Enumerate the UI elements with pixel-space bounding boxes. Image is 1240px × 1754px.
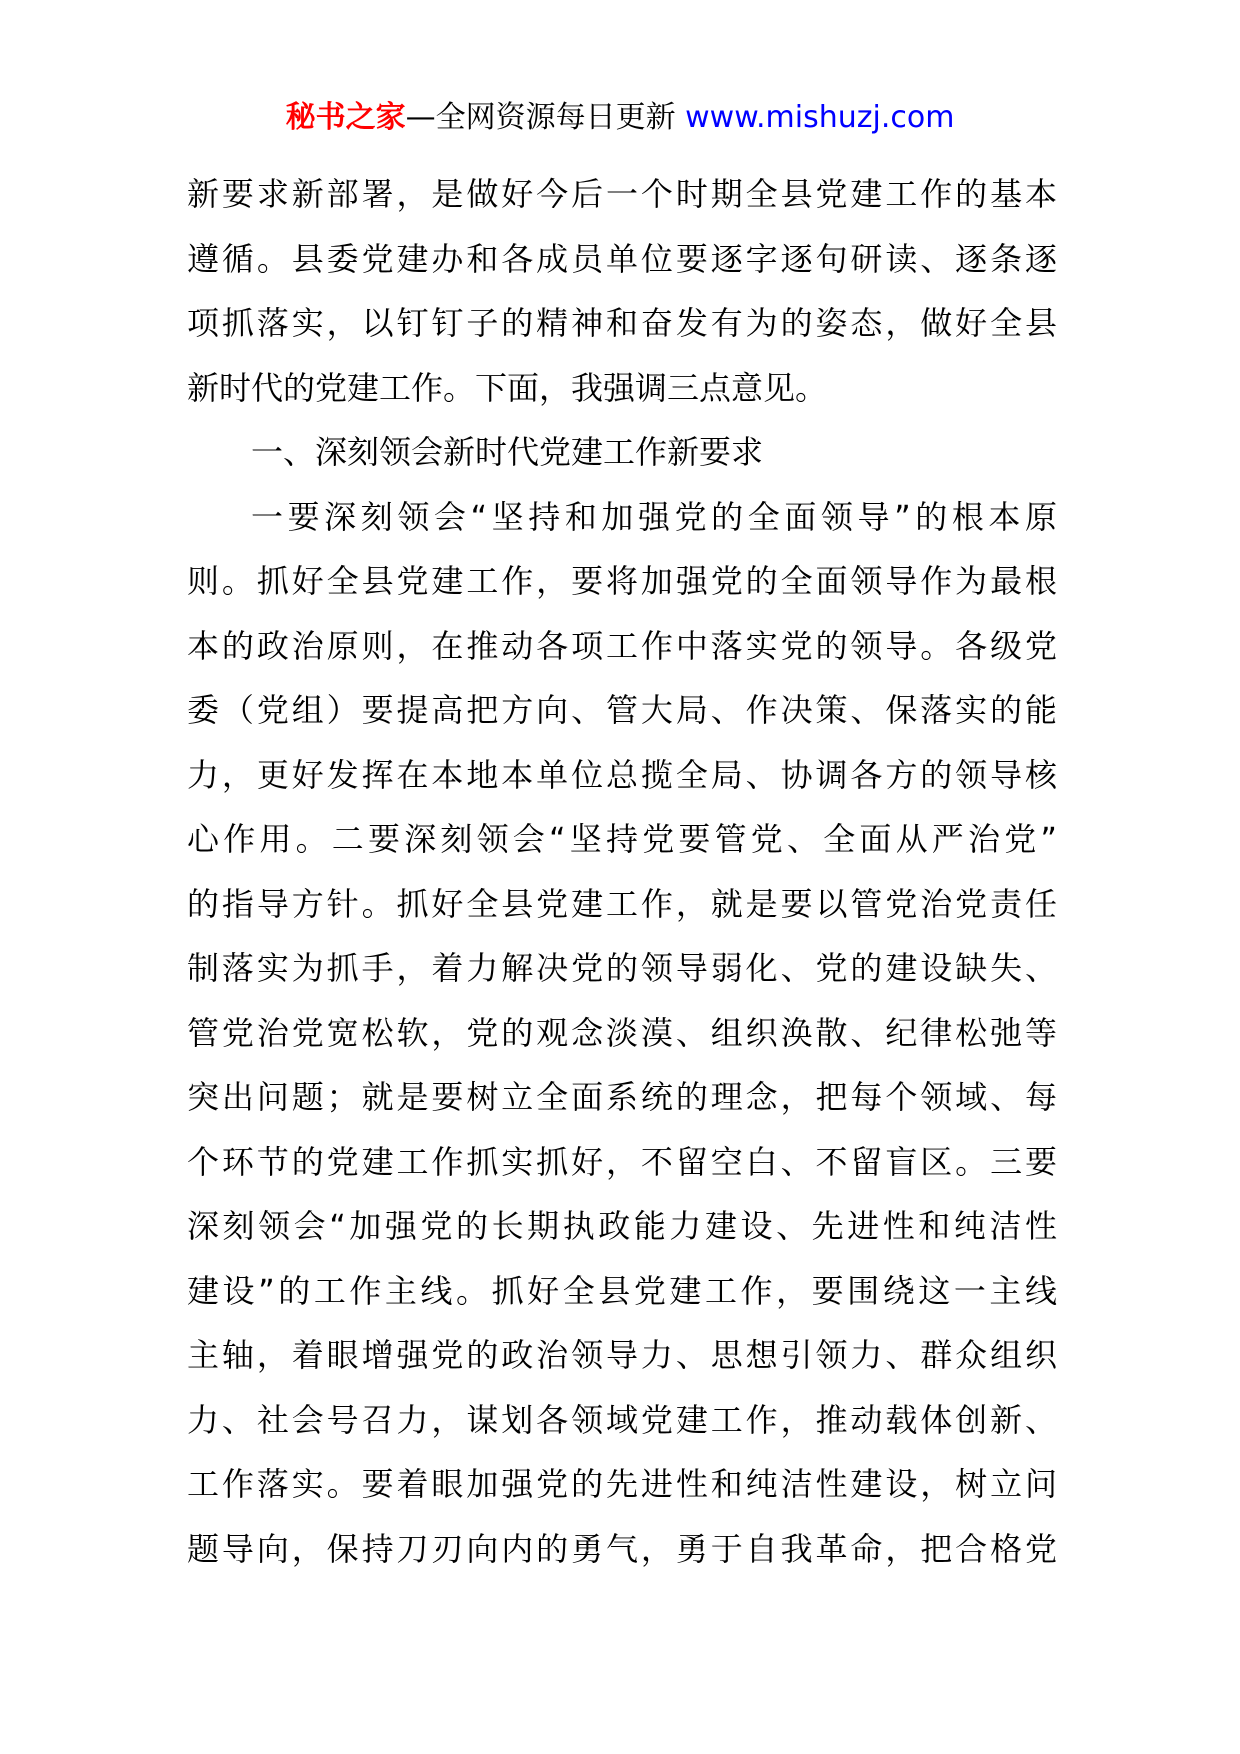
text-line: 力，更好发挥在本地本单位总揽全局、协调各方的领导核 <box>187 755 1057 794</box>
text-line: 管党治党宽松软，党的观念淡漠、组织涣散、纪律松弛等 <box>187 1013 1057 1052</box>
text-line: 委（党组）要提高把方向、管大局、作决策、保落实的能 <box>187 691 1057 729</box>
text-line: 主轴，着眼增强党的政治领导力、思想引领力、群众组织 <box>187 1336 1057 1374</box>
text-line: 的指导方针。抓好全县党建工作，就是要以管党治党责任 <box>187 884 1057 923</box>
text-line: 制落实为抓手，着力解决党的领导弱化、党的建设缺失、 <box>187 949 1057 987</box>
text-line: 本的政治原则，在推动各项工作中落实党的领导。各级党 <box>187 626 1057 665</box>
text-line: 遵循。县委党建办和各成员单位要逐字逐句研读、逐条逐 <box>187 239 1057 278</box>
document-body <box>187 162 1057 1581</box>
site-tagline: —全网资源每日更新 <box>405 100 676 135</box>
text-line: 个环节的党建工作抓实抓好，不留空白、不留盲区。三要 <box>187 1142 1057 1181</box>
text-line: 项抓落实，以钉钉子的精神和奋发有为的姿态，做好全县 <box>187 304 1057 342</box>
text-line: 心作用。二要深刻领会“坚持党要管党、全面从严治党” <box>187 820 1057 858</box>
text-line: 深刻领会“加强党的长期执政能力建设、先进性和纯洁性 <box>187 1207 1057 1245</box>
text-line: 力、社会号召力，谋划各领域党建工作，推动载体创新、 <box>187 1400 1057 1439</box>
text-line: 工作落实。要着眼加强党的先进性和纯洁性建设，树立问 <box>187 1465 1057 1503</box>
text-line: 新时代的党建工作。下面，我强调三点意见。 <box>187 368 828 407</box>
section-heading: 一、深刻领会新时代党建工作新要求 <box>251 433 764 471</box>
text-line: 则。抓好全县党建工作，要将加强党的全面领导作为最根 <box>187 562 1057 600</box>
site-url-link[interactable]: www.mishuzj.com <box>685 100 955 135</box>
site-header <box>0 98 1240 138</box>
text-line: 建设”的工作主线。抓好全县党建工作，要围绕这一主线 <box>187 1271 1057 1310</box>
text-line: 一要深刻领会“坚持和加强党的全面领导”的根本原 <box>251 497 1057 536</box>
text-line: 突出问题；就是要树立全面系统的理念，把每个领域、每 <box>187 1078 1057 1116</box>
site-brand: 秘书之家 <box>285 100 406 135</box>
text-line: 题导向，保持刀刃向内的勇气，勇于自我革命，把合格党 <box>187 1529 1057 1568</box>
text-line: 新要求新部署，是做好今后一个时期全县党建工作的基本 <box>187 175 1057 213</box>
